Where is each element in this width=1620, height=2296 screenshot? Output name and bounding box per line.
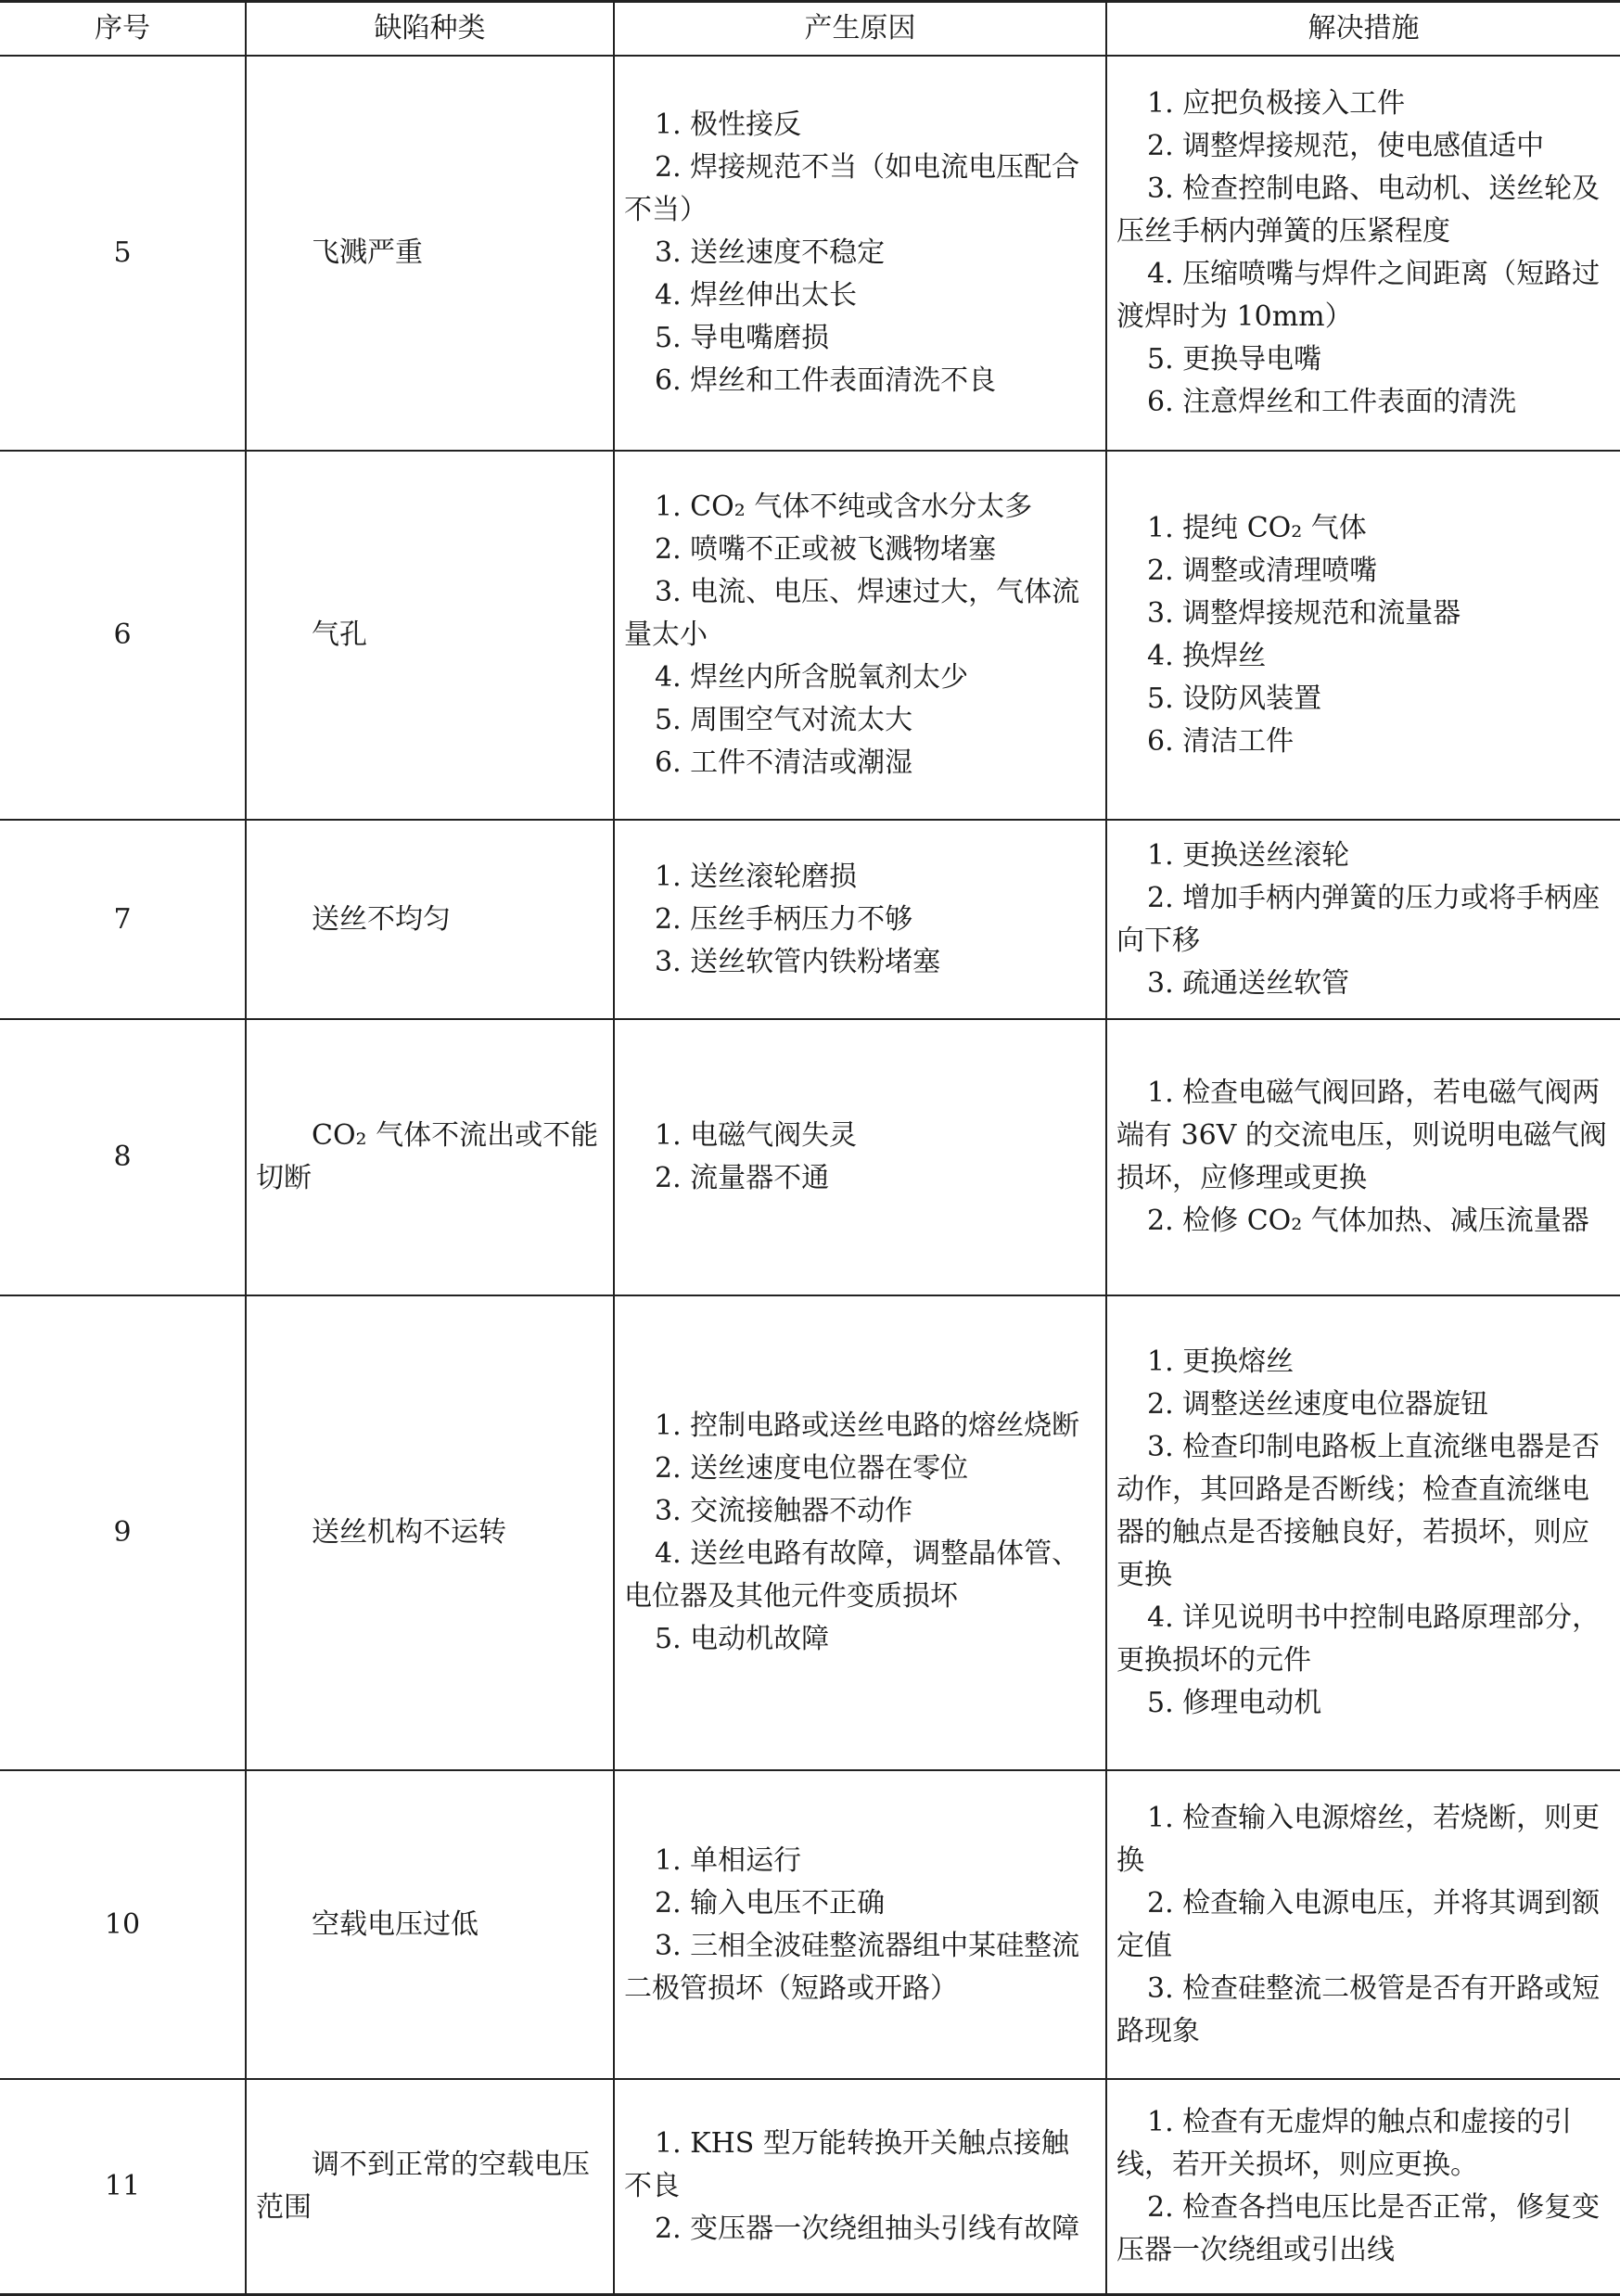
solution-item: 2. 调整送丝速度电位器旋钮	[1147, 1388, 1489, 1421]
solution-item: 1. 检查电磁气阀回路，若电磁气阀两端有 36V 的交流电压，则说明电磁气阀损坏，应修理或更换	[1116, 1077, 1607, 1194]
solution-item: 2. 检查输入电源电压，并将其调到额定值	[1116, 1886, 1601, 1962]
solution-item: 2. 调整或清理喷嘴	[1147, 555, 1378, 587]
cause-item: 1. 极性接反	[655, 108, 802, 141]
solution-item: 3. 疏通送丝软管	[1147, 966, 1350, 1000]
solution-cell	[1106, 56, 1620, 451]
cause-cell	[614, 56, 1106, 451]
cause-item: 4. 焊丝伸出太长	[655, 279, 858, 312]
cause-cell	[614, 451, 1106, 820]
cause-item: 1. 控制电路或送丝电路的熔丝烧断	[655, 1409, 1080, 1442]
header-number: 序号	[0, 2, 246, 57]
solution-item: 1. 检查有无虚焊的触点和虚接的引线，若开关损坏，则应更换。	[1116, 2105, 1573, 2181]
solution-item: 6. 清洁工件	[1147, 725, 1295, 758]
row-number: 9	[0, 1295, 246, 1770]
cause-item: 3. 送丝速度不稳定	[655, 236, 886, 269]
cause-cell	[614, 820, 1106, 1019]
cause-item: 3. 送丝软管内铁粉堵塞	[655, 945, 941, 978]
solution-item: 1. 更换熔丝	[1147, 1346, 1295, 1378]
table-row	[0, 56, 1620, 451]
cause-item: 3. 电流、电压、焊速过大，气体流量太小	[624, 576, 1080, 651]
solution-item: 1. 检查输入电源熔丝，若烧断，则更换	[1116, 1801, 1601, 1877]
row-number: 10	[0, 1770, 246, 2079]
cause-item: 4. 焊丝内所含脱氧剂太少	[655, 661, 969, 694]
defect-type: 气孔	[246, 451, 614, 820]
header-cause: 产生原因	[614, 2, 1106, 57]
row-number: 7	[0, 820, 246, 1019]
solution-cell	[1106, 1019, 1620, 1295]
cause-item: 2. 变压器一次绕组抽头引线有故障	[655, 2212, 1080, 2245]
solution-item: 3. 检查印制电路板上直流继电器是否动作，其回路是否断线；检查直流继电器的触点是否接触良好，若损坏，则应更换	[1116, 1431, 1601, 1591]
cause-cell	[614, 1019, 1106, 1295]
cause-cell	[614, 1770, 1106, 2079]
cause-item: 2. 送丝速度电位器在零位	[655, 1452, 969, 1485]
solution-item: 3. 检查控制电路、电动机、送丝轮及压丝手柄内弹簧的压紧程度	[1116, 172, 1601, 248]
header-defect-type: 缺陷种类	[246, 2, 614, 57]
table-row	[0, 451, 1620, 820]
cause-item: 3. 交流接触器不动作	[655, 1495, 913, 1527]
solution-cell	[1106, 2079, 1620, 2294]
solution-cell	[1106, 1770, 1620, 2079]
solution-item: 4. 详见说明书中控制电路原理部分，更换损坏的元件	[1116, 1601, 1601, 1677]
table-row	[0, 1019, 1620, 1295]
solution-cell	[1106, 820, 1620, 1019]
solution-item: 2. 检修 CO₂ 气体加热、减压流量器	[1147, 1205, 1589, 1237]
header-row	[0, 2, 1620, 57]
solution-item: 1. 更换送丝滚轮	[1147, 838, 1350, 872]
cause-item: 1. KHS 型万能转换开关触点接触不良	[624, 2126, 1069, 2202]
row-number: 8	[0, 1019, 246, 1295]
cause-item: 2. 焊接规范不当（如电流电压配合不当）	[624, 151, 1080, 226]
cause-item: 5. 周围空气对流太大	[655, 704, 913, 736]
row-number: 6	[0, 451, 246, 820]
solution-item: 3. 调整焊接规范和流量器	[1147, 597, 1461, 630]
defect-type: 空载电压过低	[246, 1770, 614, 2079]
cause-item: 2. 喷嘴不正或被飞溅物堵塞	[655, 533, 997, 566]
cause-item: 3. 三相全波硅整流器组中某硅整流二极管损坏（短路或开路）	[624, 1929, 1080, 2005]
solution-item: 4. 压缩喷嘴与焊件之间距离（短路过渡焊时为 10mm）	[1116, 258, 1601, 333]
cause-cell	[614, 1295, 1106, 1770]
solution-item: 5. 修理电动机	[1147, 1687, 1322, 1719]
defect-type: 飞溅严重	[246, 56, 614, 451]
table-row	[0, 1770, 1620, 2079]
cause-item: 5. 电动机故障	[655, 1623, 830, 1655]
header-solution: 解决措施	[1106, 2, 1620, 57]
table-row	[0, 1295, 1620, 1770]
cause-item: 1. 电磁气阀失灵	[655, 1119, 858, 1152]
cause-item: 1. 送丝滚轮磨损	[655, 860, 858, 893]
table-row	[0, 820, 1620, 1019]
solution-item: 6. 注意焊丝和工件表面的清洗	[1147, 386, 1517, 418]
solution-cell	[1106, 451, 1620, 820]
solution-item: 1. 应把负极接入工件	[1147, 87, 1406, 120]
defect-type: 调不到正常的空载电压范围	[246, 2079, 614, 2294]
solution-item: 2. 增加手柄内弹簧的压力或将手柄座向下移	[1116, 881, 1601, 957]
cause-item: 2. 压丝手柄压力不够	[655, 902, 913, 936]
cause-item: 1. CO₂ 气体不纯或含水分太多	[655, 491, 1033, 523]
cause-item: 1. 单相运行	[655, 1843, 802, 1877]
solution-item: 3. 检查硅整流二极管是否有开路或短路现象	[1116, 1971, 1601, 2047]
cause-item: 2. 流量器不通	[655, 1162, 830, 1194]
table-row	[0, 2079, 1620, 2294]
solution-cell	[1106, 1295, 1620, 1770]
solution-item: 2. 检查各挡电压比是否正常，修复变压器一次绕组或引出线	[1116, 2190, 1601, 2266]
solution-item: 4. 换焊丝	[1147, 640, 1267, 672]
defect-type: 送丝不均匀	[246, 820, 614, 1019]
defect-type: CO₂ 气体不流出或不能切断	[246, 1019, 614, 1295]
solution-item: 2. 调整焊接规范，使电感值适中	[1147, 130, 1545, 162]
row-number: 5	[0, 56, 246, 451]
cause-item: 6. 工件不清洁或潮湿	[655, 746, 913, 779]
solution-item: 5. 设防风装置	[1147, 682, 1322, 715]
solution-item: 1. 提纯 CO₂ 气体	[1147, 512, 1367, 544]
cause-cell	[614, 2079, 1106, 2294]
solution-item: 5. 更换导电嘴	[1147, 343, 1322, 376]
cause-item: 6. 焊丝和工件表面清洗不良	[655, 364, 997, 397]
defect-type: 送丝机构不运转	[246, 1295, 614, 1770]
row-number: 11	[0, 2079, 246, 2294]
cause-item: 2. 输入电压不正确	[655, 1886, 886, 1920]
cause-item: 5. 导电嘴磨损	[655, 322, 830, 354]
cause-item: 4. 送丝电路有故障，调整晶体管、电位器及其他元件变质损坏	[624, 1537, 1080, 1613]
